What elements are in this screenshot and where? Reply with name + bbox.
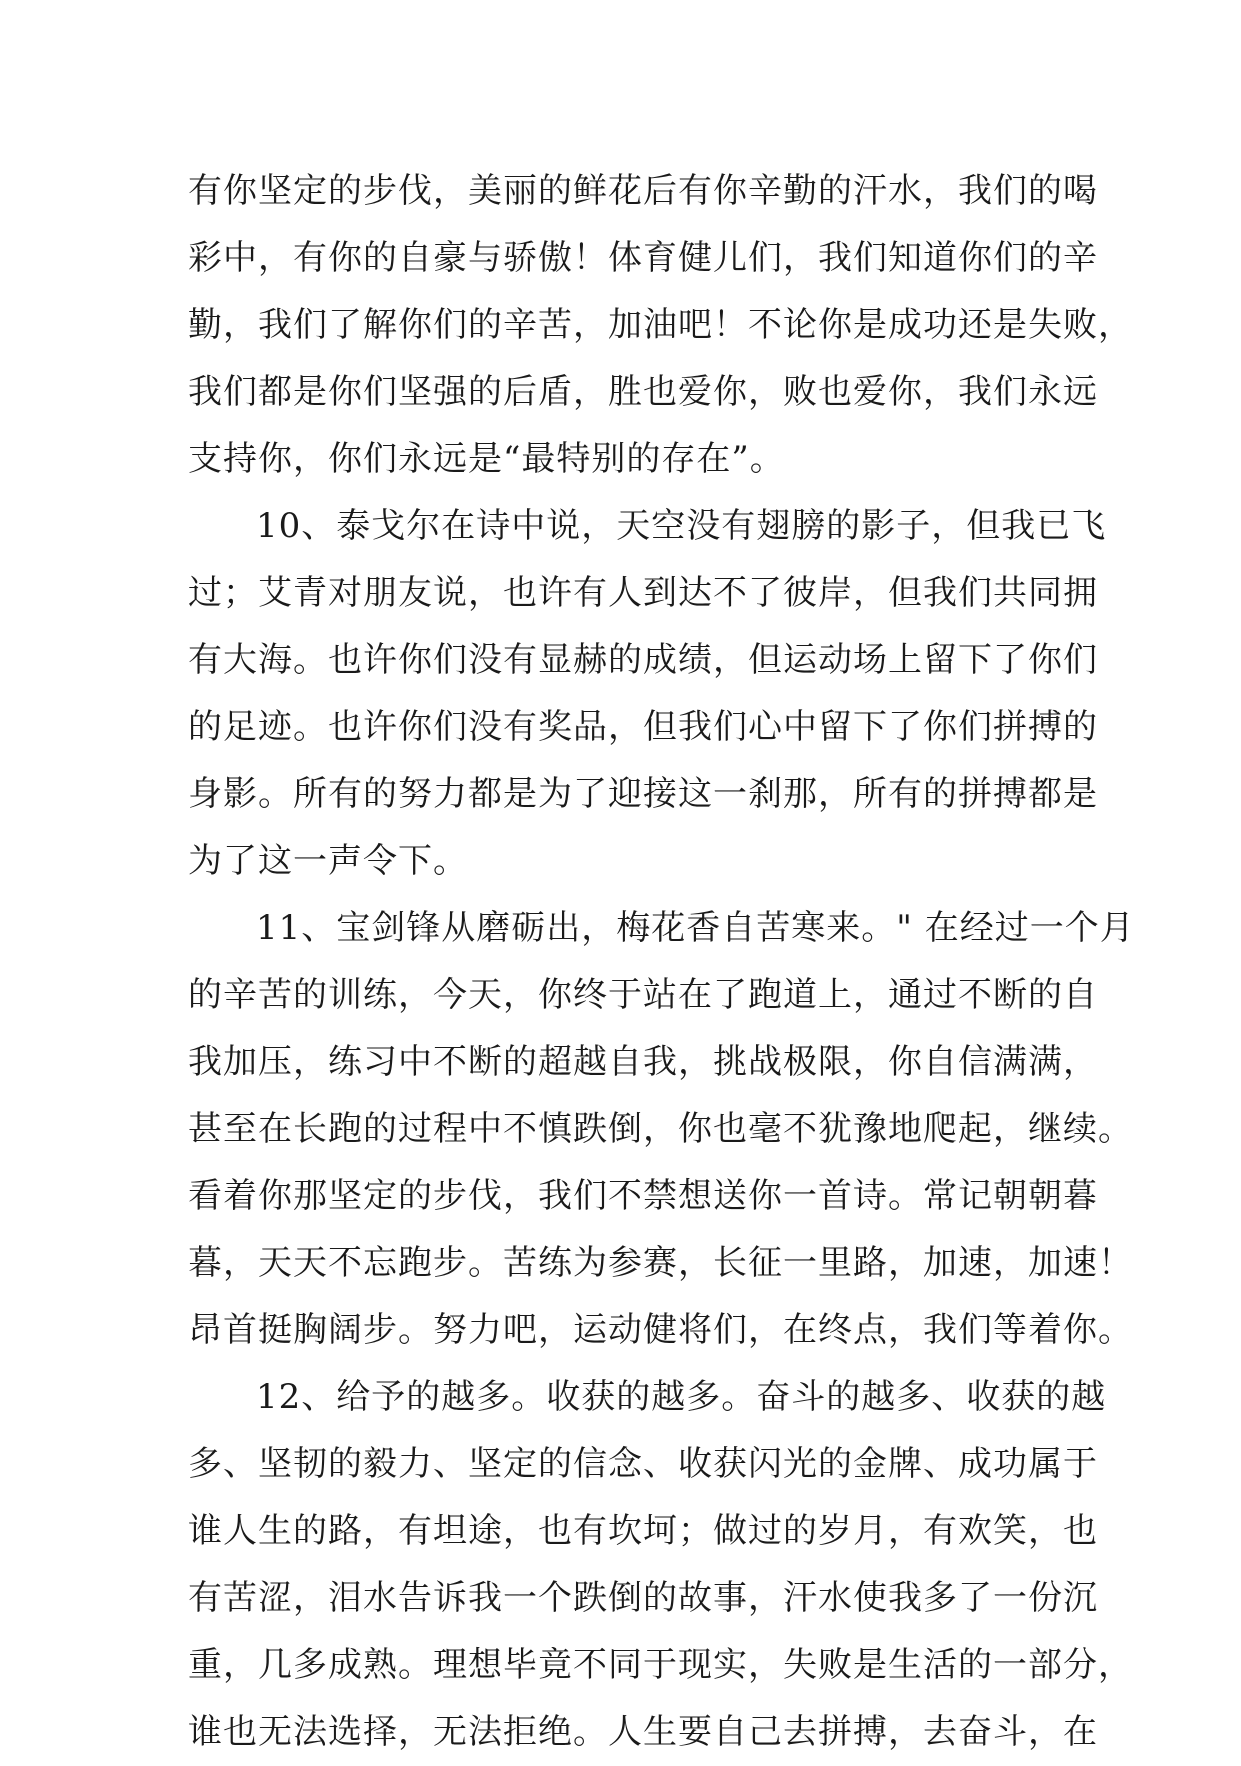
text-line: 谁人生的路，有坦途，也有坎坷；做过的岁月，有欢笑，也 (188, 1511, 1098, 1551)
text-line: 看着你那坚定的步伐，我们不禁想送你一首诗。常记朝朝暮 (188, 1176, 1098, 1216)
text-line: 的辛苦的训练，今天，你终于站在了跑道上，通过不断的自 (188, 975, 1098, 1015)
text-line: 重，几多成熟。理想毕竟不同于现实，失败是生活的一部分， (188, 1645, 1133, 1685)
text-line: 我们都是你们坚强的后盾，胜也爱你，败也爱你，我们永远 (188, 372, 1098, 412)
text-line: 支持你，你们永远是“最特别的存在”。 (188, 439, 785, 479)
text-line: 多、坚韧的毅力、坚定的信念、收获闪光的金牌、成功属于 (188, 1444, 1098, 1484)
text-line: 有大海。也许你们没有显赫的成绩，但运动场上留下了你们 (188, 640, 1098, 680)
text-line: 为了这一声令下。 (188, 841, 468, 881)
text-line: 我加压，练习中不断的超越自我，挑战极限，你自信满满， (188, 1042, 1098, 1082)
text-line: 谁也无法选择，无法拒绝。人生要自己去拼搏，去奋斗，在 (188, 1712, 1098, 1752)
text-line: 过；艾青对朋友说，也许有人到达不了彼岸，但我们共同拥 (188, 573, 1098, 613)
paragraph-12-start: 12、给予的越多。收获的越多。奋斗的越多、收获的越 (256, 1377, 1107, 1417)
paragraph-10-start: 10、泰戈尔在诗中说，天空没有翅膀的影子，但我已飞 (256, 506, 1107, 546)
text-line: 甚至在长跑的过程中不慎跌倒，你也毫不犹豫地爬起，继续。 (188, 1109, 1133, 1149)
document-body (188, 158, 1135, 1766)
text-line: 暮，天天不忘跑步。苦练为参赛，长征一里路，加速，加速！ (188, 1243, 1133, 1283)
text-line: 昂首挺胸阔步。努力吧，运动健将们，在终点，我们等着你。 (188, 1310, 1133, 1350)
paragraph-11-start: 11、宝剑锋从磨砺出，梅花香自苦寒来。" 在经过一个月 (256, 908, 1135, 948)
text-line: 彩中，有你的自豪与骄傲！体育健儿们，我们知道你们的辛 (188, 238, 1098, 278)
text-line: 的足迹。也许你们没有奖品，但我们心中留下了你们拼搏的 (188, 707, 1098, 747)
text-line: 有苦涩，泪水告诉我一个跌倒的故事，汗水使我多了一份沉 (188, 1578, 1098, 1618)
text-line: 身影。所有的努力都是为了迎接这一刹那，所有的拼搏都是 (188, 774, 1098, 814)
text-line: 有你坚定的步伐，美丽的鲜花后有你辛勤的汗水，我们的喝 (188, 171, 1098, 211)
text-line: 勤，我们了解你们的辛苦，加油吧！不论你是成功还是失败， (188, 305, 1133, 345)
